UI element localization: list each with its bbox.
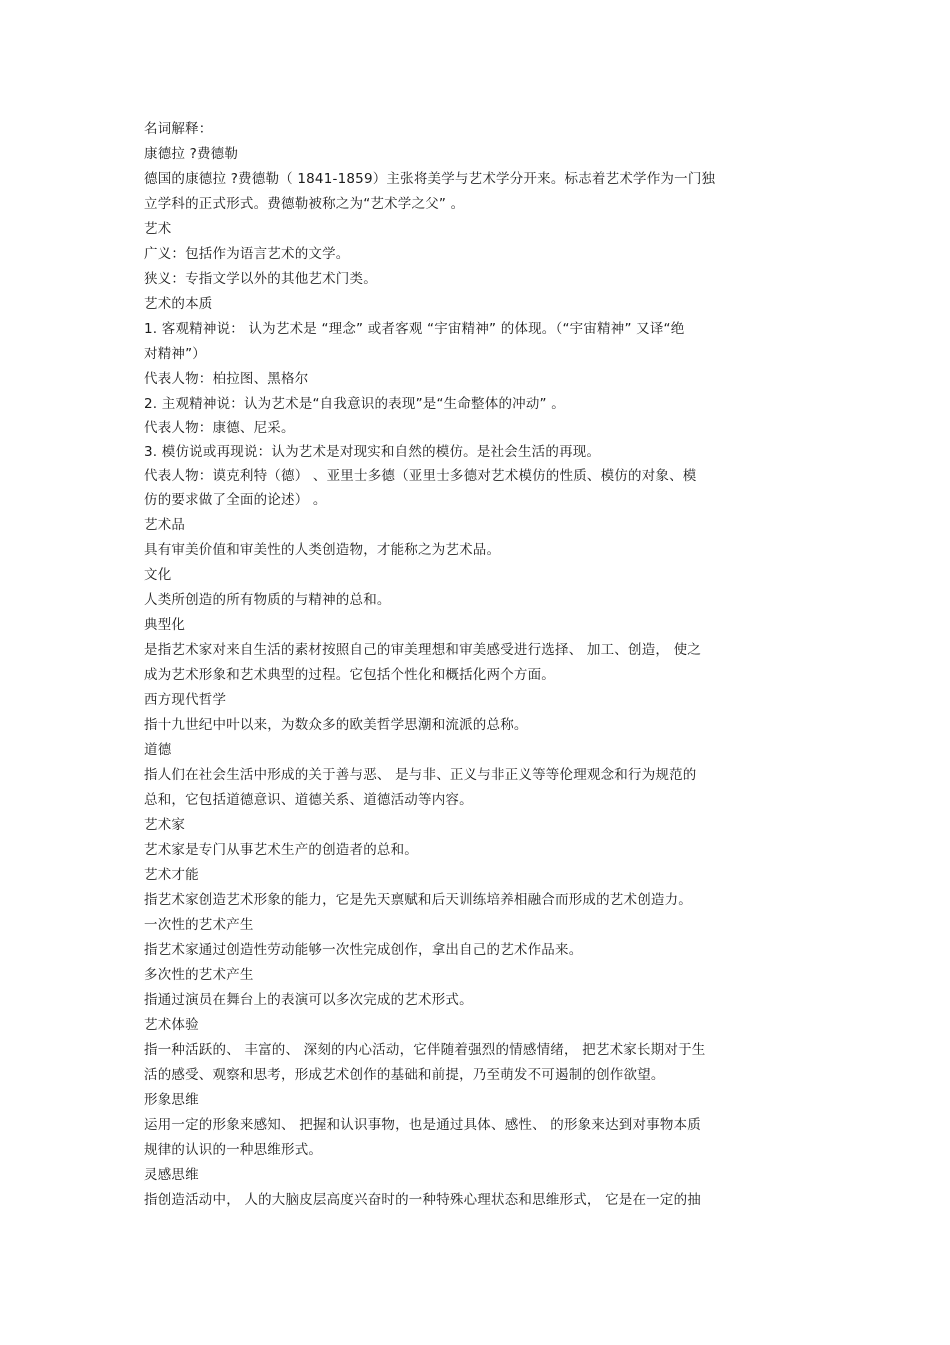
term-title: 艺术品 — [144, 517, 186, 533]
term-title: 灵感思维 — [144, 1167, 199, 1183]
list-item-line: 对精神”） — [144, 346, 206, 362]
paragraph-line: 广义：包括作为语言艺术的文学。 — [144, 246, 350, 262]
paragraph-line: 代表人物：谟克利特（德） 、亚里士多德（亚里士多德对艺术模仿的性质、模仿的对象、模 — [144, 468, 697, 484]
heading-glossary: 名词解释： — [144, 121, 213, 137]
paragraph-line: 德国的康德拉 ?费德勒（ 1841-1859）主张将美学与艺术学分开来。标志着艺术学作为一门独 — [144, 171, 716, 187]
term-title: 艺术的本质 — [144, 296, 213, 312]
term-title: 艺术家 — [144, 817, 186, 833]
paragraph-line: 立学科的正式形式。费德勒被称之为“艺术学之父” 。 — [144, 196, 465, 212]
paragraph-line: 人类所创造的所有物质的与精神的总和。 — [144, 592, 391, 608]
paragraph-line: 规律的认识的一种思维形式。 — [144, 1142, 323, 1158]
paragraph-line: 成为艺术形象和艺术典型的过程。它包括个性化和概括化两个方面。 — [144, 667, 555, 683]
term-title: 典型化 — [144, 617, 186, 633]
paragraph-line: 是指艺术家对来自生活的素材按照自己的审美理想和审美感受进行选择、 加工、创造， 使之 — [144, 642, 701, 658]
term-title: 文化 — [144, 567, 172, 583]
paragraph-line: 具有审美价值和审美性的人类创造物，才能称之为艺术品。 — [144, 542, 501, 558]
paragraph-line: 指艺术家创造艺术形象的能力，它是先天禀赋和后天训练培养相融合而形成的艺术创造力。 — [144, 892, 692, 908]
paragraph-line: 代表人物：柏拉图、黑格尔 — [144, 371, 309, 387]
paragraph-line: 仿的要求做了全面的论述） 。 — [144, 492, 327, 508]
term-title: 一次性的艺术产生 — [144, 917, 254, 933]
list-item-line: 2. 主观精神说：认为艺术是“自我意识的表现”是“生命整体的冲动” 。 — [144, 396, 565, 412]
paragraph-line: 狭义：专指文学以外的其他艺术门类。 — [144, 271, 377, 287]
term-title: 西方现代哲学 — [144, 692, 227, 708]
paragraph-line: 指一种活跃的、 丰富的、 深刻的内心活动，它伴随着强烈的情感情绪， 把艺术家长期对于生 — [144, 1042, 706, 1058]
term-title: 艺术体验 — [144, 1017, 199, 1033]
term-title: 形象思维 — [144, 1092, 199, 1108]
paragraph-line: 代表人物：康德、尼采。 — [144, 420, 295, 436]
paragraph-line: 指创造活动中， 人的大脑皮层高度兴奋时的一种特殊心理状态和思维形式， 它是在一定的抽 — [144, 1192, 701, 1208]
list-item-line: 1. 客观精神说： 认为艺术是 “理念” 或者客观 “宇宙精神” 的体现。（“宇宙精神” 又译“绝 — [144, 321, 685, 337]
paragraph-line: 艺术家是专门从事艺术生产的创造者的总和。 — [144, 842, 418, 858]
paragraph-line: 指人们在社会生活中形成的关于善与恶、 是与非、正义与非正义等等伦理观念和行为规范的 — [144, 767, 697, 783]
paragraph-line: 运用一定的形象来感知、 把握和认识事物，也是通过具体、感性、 的形象来达到对事物本质 — [144, 1117, 701, 1133]
paragraph-line: 活的感受、观察和思考，形成艺术创作的基础和前提，乃至萌发不可遏制的创作欲望。 — [144, 1067, 665, 1083]
paragraph-line: 指十九世纪中叶以来，为数众多的欧美哲学思潮和流派的总称。 — [144, 717, 528, 733]
paragraph-line: 总和，它包括道德意识、道德关系、道德活动等内容。 — [144, 792, 473, 808]
term-title: 艺术才能 — [144, 867, 199, 883]
term-title: 艺术 — [144, 221, 172, 237]
term-title: 多次性的艺术产生 — [144, 967, 254, 983]
paragraph-line: 指艺术家通过创造性劳动能够一次性完成创作，拿出自己的艺术作品来。 — [144, 942, 583, 958]
paragraph-line: 指通过演员在舞台上的表演可以多次完成的艺术形式。 — [144, 992, 473, 1008]
term-title: 康德拉 ?费德勒 — [144, 146, 239, 162]
document-body — [144, 117, 810, 1213]
term-title: 道德 — [144, 742, 172, 758]
list-item-line: 3. 模仿说或再现说：认为艺术是对现实和自然的模仿。是社会生活的再现。 — [144, 444, 601, 460]
